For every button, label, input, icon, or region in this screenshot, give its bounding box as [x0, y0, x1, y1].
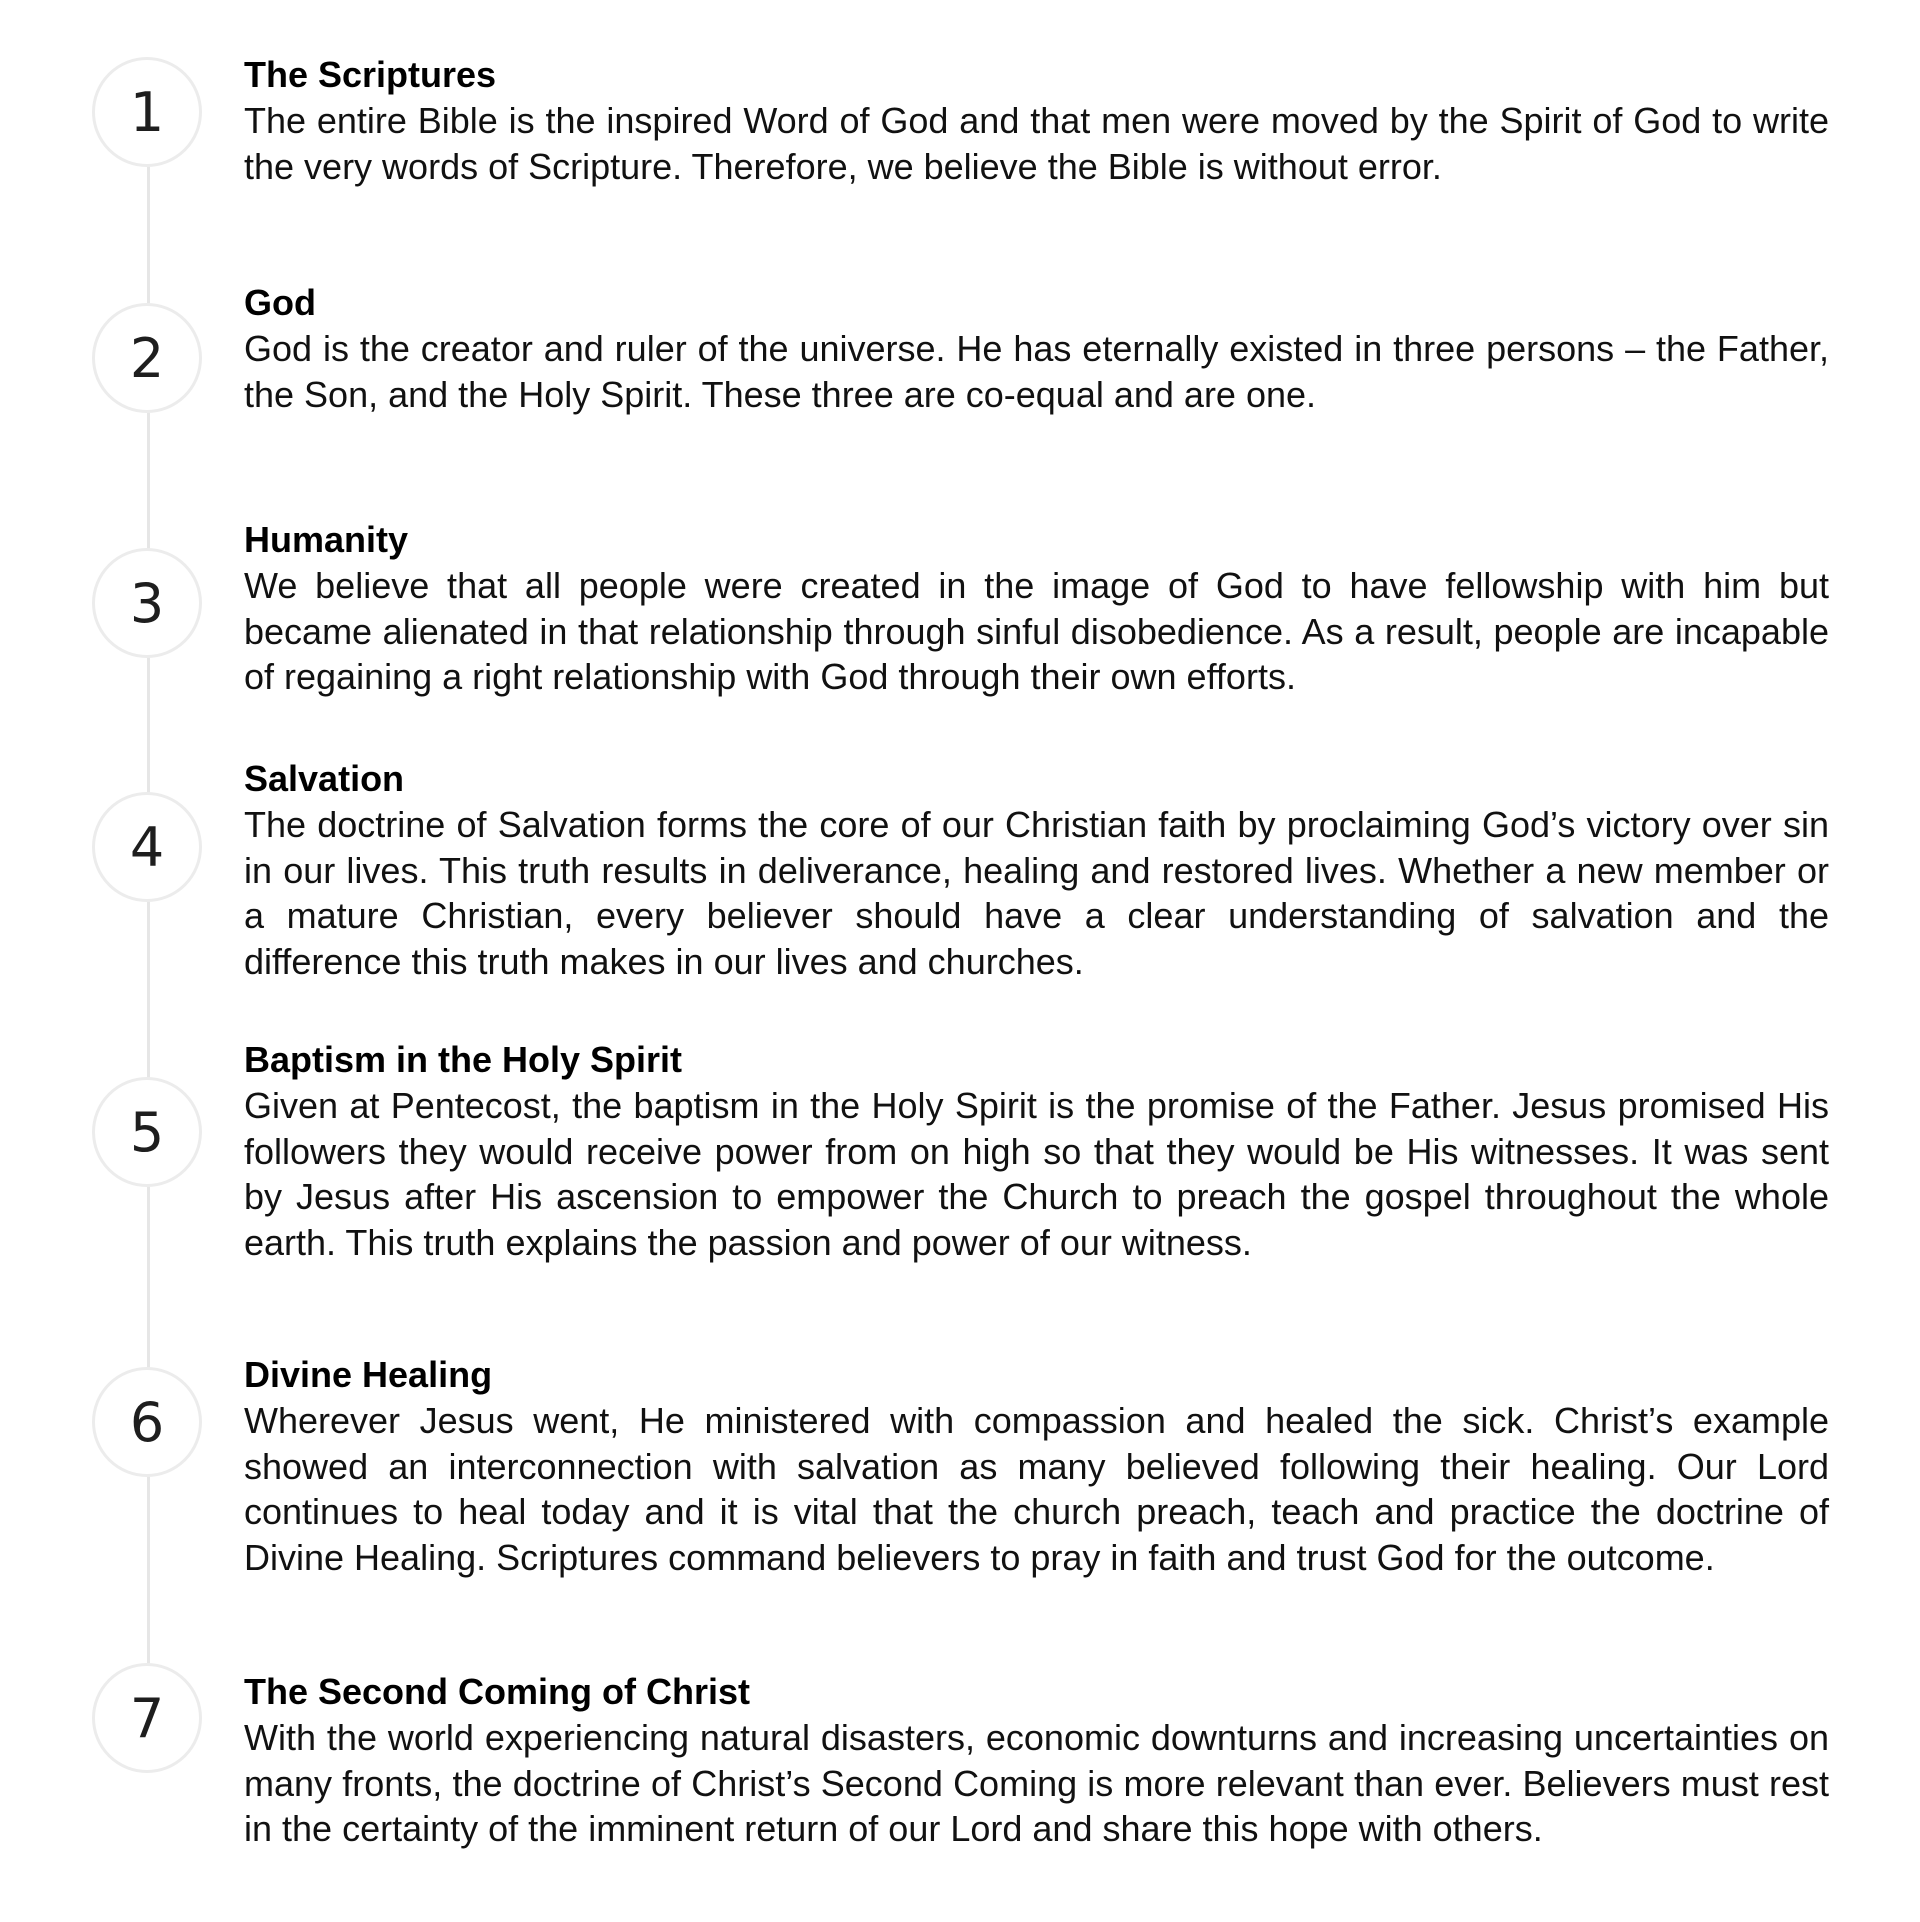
belief-description: The entire Bible is the inspired Word of God and that men were moved by the Spirit of God to write the very words of Scripture. Therefore, we believe the Bible is without error.	[244, 100, 1829, 187]
belief-content	[244, 1352, 1829, 1580]
step-number-circle: 5	[92, 1077, 202, 1187]
step-number-circle: 3	[92, 548, 202, 658]
belief-title: Divine Healing	[244, 1354, 493, 1395]
belief-description: The doctrine of Salvation forms the core of our Christian faith by proclaiming God’s victory over sin in our lives. This truth results in deliverance, healing and restored lives. Whether a new member or a mature Christian, every believer should have a clear understanding of salvation and the difference this truth makes in our lives and churches.	[244, 804, 1829, 982]
belief-content	[244, 280, 1829, 417]
belief-title: Salvation	[244, 758, 405, 799]
belief-description: With the world experiencing natural disasters, economic downturns and increasing uncertainties on many fronts, the doctrine of Christ’s Second Coming is more relevant than ever. Believers must rest in the certainty of the imminent return of our Lord and share this hope with others.	[244, 1717, 1829, 1849]
step-number-circle: 7	[92, 1663, 202, 1773]
belief-content	[244, 1037, 1829, 1265]
belief-title: The Scriptures	[244, 54, 497, 95]
belief-title: The Second Coming of Christ	[244, 1671, 751, 1712]
belief-content	[244, 52, 1829, 189]
belief-content	[244, 517, 1829, 700]
step-number-circle: 1	[92, 57, 202, 167]
belief-description: God is the creator and ruler of the universe. He has eternally existed in three persons – the Father, the Son, and the Holy Spirit. These three are co-equal and are one.	[244, 328, 1829, 415]
belief-content	[244, 1669, 1829, 1852]
belief-title: Baptism in the Holy Spirit	[244, 1039, 683, 1080]
step-number-circle: 2	[92, 303, 202, 413]
step-number-circle: 4	[92, 792, 202, 902]
belief-description: Wherever Jesus went, He ministered with compassion and healed the sick. Christ’s example showed an interconnection with salvation as many believed following their healing. Our Lord continues to heal today and it is vital that the church preach, teach and practice the doctrine of Divine Healing. Scriptures command believers to pray in faith and trust God for the outcome.	[244, 1400, 1829, 1578]
belief-title: God	[244, 282, 316, 323]
belief-description: We believe that all people were created in the image of God to have fellowship with him but became alienated in that relationship through sinful disobedience. As a result, people are incapable of regaining a right relationship with God through their own efforts.	[244, 565, 1829, 697]
belief-title: Humanity	[244, 519, 409, 560]
step-number-circle: 6	[92, 1367, 202, 1477]
belief-description: Given at Pentecost, the baptism in the Holy Spirit is the promise of the Father. Jesus promised His followers they would receive power from on high so that they would be His witnesses. It was sent by Jesus after His ascension to empower the Church to preach the gospel throughout the whole earth. This truth explains the passion and power of our witness.	[244, 1085, 1829, 1263]
belief-content	[244, 756, 1829, 984]
